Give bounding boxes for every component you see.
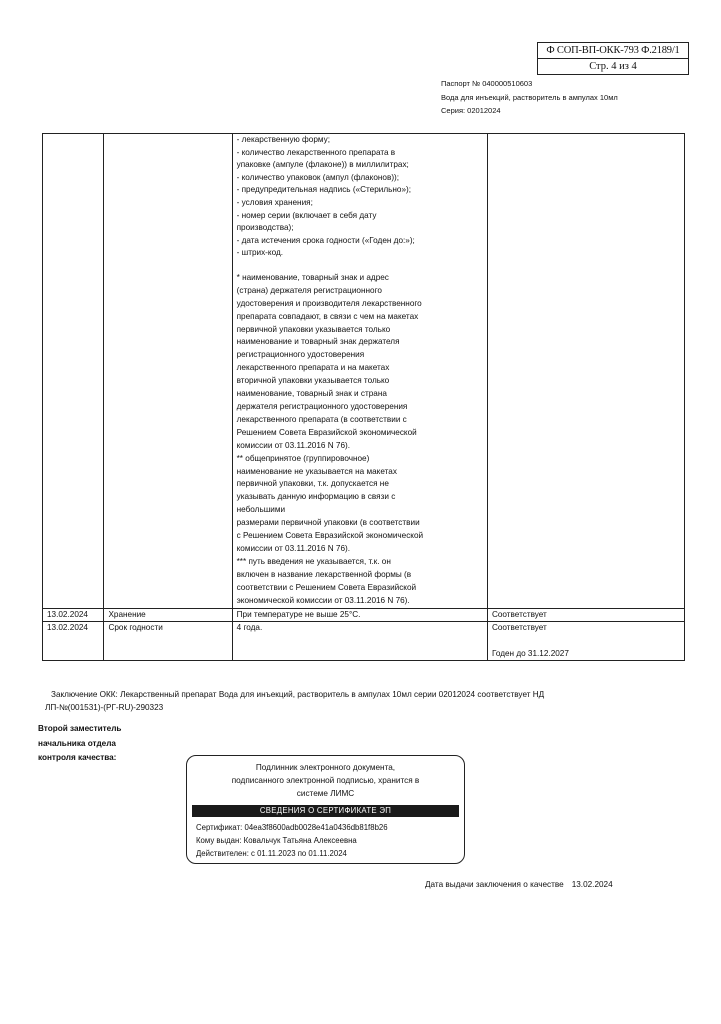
footnote-line: *** путь введения не указывается, т.к. он [236, 556, 391, 566]
signer-line: Второй заместитель [38, 724, 122, 733]
electronic-signature-stamp [186, 755, 465, 864]
norm-cell: При температуре не выше 25°С. [232, 608, 487, 621]
footnote-line: наименование и товарный знак держателя [236, 337, 400, 347]
result-text: Соответствует [491, 622, 547, 632]
requirement-item: - количество упаковок (ампул (флаконов)); [236, 172, 400, 182]
requirement-item: - дата истечения срока годности («Годен до:»); [236, 235, 415, 245]
expiry-date: Годен до 31.12.2027 [491, 648, 569, 658]
footnote-line: Решением Совета Евразийской экономической [236, 427, 417, 437]
stamp-heading [187, 761, 464, 800]
form-code: Ф СОП-ВП-ОКК-793 Ф.2189/1 [538, 43, 688, 59]
footnote-line: вторичной упаковки указывается только [236, 376, 390, 386]
stamp-line: Подлинник электронного документа, [255, 763, 396, 772]
footnote-line: держателя регистрационного удостоверения [236, 402, 408, 411]
footnote-line: ** общепринятое (группировочное) [236, 453, 370, 463]
date-cell: 13.02.2024 [43, 608, 104, 621]
footnotes [237, 272, 483, 608]
form-code-box [537, 42, 689, 75]
footnote-line: комиссии от 03.11.2016 N 76). [236, 543, 351, 553]
footnote-line: первичной упаковки, т.к. допускается не [236, 479, 389, 489]
signer-title [38, 722, 121, 766]
result-cell: Соответствует [487, 608, 684, 621]
series-number: Серия: 02012024 [441, 106, 501, 115]
passport-number: Паспорт № 040000510603 [441, 79, 533, 88]
requirement-item: - предупредительная надпись («Стерильно»); [236, 185, 412, 195]
footnote-line: комиссии от 03.11.2016 N 76). [236, 440, 351, 450]
signer-line: контроля качества: [38, 753, 117, 762]
stamp-line: подписанного электронной подписью, хранится в [231, 776, 420, 785]
footnote-line: с Решением Совета Евразийской экономической [236, 531, 424, 541]
footnote-line: регистрационного удостоверения [236, 350, 365, 360]
footnote-line: соответствии с Решением Совета Евразийской [236, 582, 417, 592]
footnote-line: наименование не указывается на макетах [236, 466, 397, 476]
footnote-line: (страна) держателя регистрационного [236, 285, 382, 295]
document-header [441, 77, 618, 118]
footnote-line: лекарственного препарата (в соответствии с [236, 414, 407, 424]
footnote-line: экономической комиссии от 03.11.2016 N 76). [236, 595, 410, 605]
table-row [43, 608, 685, 621]
conclusion-text: Заключение ОКК: Лекарственный препарат Вода для инъекций, растворитель в ампулах 10мл серии 02012024 соответствует НД [51, 690, 545, 699]
date-cell: 13.02.2024 [43, 621, 104, 660]
result-cell [487, 134, 684, 609]
certificate-info-bar: СВЕДЕНИЯ О СЕРТИФИКАТЕ ЭП [192, 805, 459, 817]
table-row [43, 621, 685, 660]
certificate-details [187, 817, 464, 861]
result-cell [487, 621, 684, 660]
requirement-item: - номер серии (включает в себя дату [236, 210, 377, 220]
requirement-item: - количество лекарственного препарата в [236, 147, 396, 157]
date-cell [43, 134, 104, 609]
signer-line: начальника отдела [38, 738, 116, 748]
requirement-item: производства); [236, 223, 294, 233]
footnote-line: первичной упаковки указывается только [236, 324, 391, 334]
stamp-line: системе ЛИМС [296, 789, 355, 798]
footnote-line: лекарственного препарата и на макетах [236, 363, 390, 373]
footnote-line: небольшими [236, 505, 286, 515]
conclusion [45, 688, 685, 714]
footnote-line: наименование, товарный знак и страна [236, 389, 387, 399]
requirement-item: - штрих-код. [236, 248, 283, 258]
test-cell: Срок годности [104, 621, 232, 660]
footnote-line: удостоверения и производителя лекарственного [236, 298, 422, 308]
issue-date [425, 880, 613, 889]
issue-date-value: 13.02.2024 [571, 880, 613, 889]
page-number: Стр. 4 из 4 [589, 61, 637, 72]
quality-table [42, 133, 685, 661]
product-name: Вода для инъекций, растворитель в ампулах 10мл [441, 92, 618, 102]
footnote-line: размерами первичной упаковки (в соответствии [236, 518, 420, 528]
test-cell [104, 134, 232, 609]
certificate-owner: Кому выдан: Ковальчук Татьяна Алексеевна [196, 836, 357, 846]
table-row [43, 134, 685, 609]
requirements-list [237, 134, 483, 260]
issue-date-label: Дата выдачи заключения о качестве [425, 880, 564, 889]
norm-cell: 4 года. [232, 621, 487, 660]
requirement-item: - условия хранения; [236, 197, 313, 207]
requirement-item: упаковке (ампуле (флаконе)) в миллилитрах; [236, 160, 409, 170]
footnote-line: включен в название лекарственной формы (в [236, 569, 412, 579]
certificate-serial: Сертификат: 04ea3f8600adb0028e41a0436db81f8b26 [196, 823, 388, 832]
test-cell: Хранение [104, 608, 232, 621]
conclusion-reference: ЛП-№(001531)-(РГ-RU)-290323 [45, 703, 164, 712]
footnote-line: указывать данную информацию в связи с [236, 492, 396, 502]
footnote-line: * наименование, товарный знак и адрес [236, 272, 389, 282]
certificate-validity: Действителен: с 01.11.2023 по 01.11.2024 [196, 849, 347, 859]
norm-cell [232, 134, 487, 609]
footnote-line: препарата совпадают, в связи с чем на макетах [236, 311, 419, 321]
requirement-item: - лекарственную форму; [236, 135, 330, 144]
